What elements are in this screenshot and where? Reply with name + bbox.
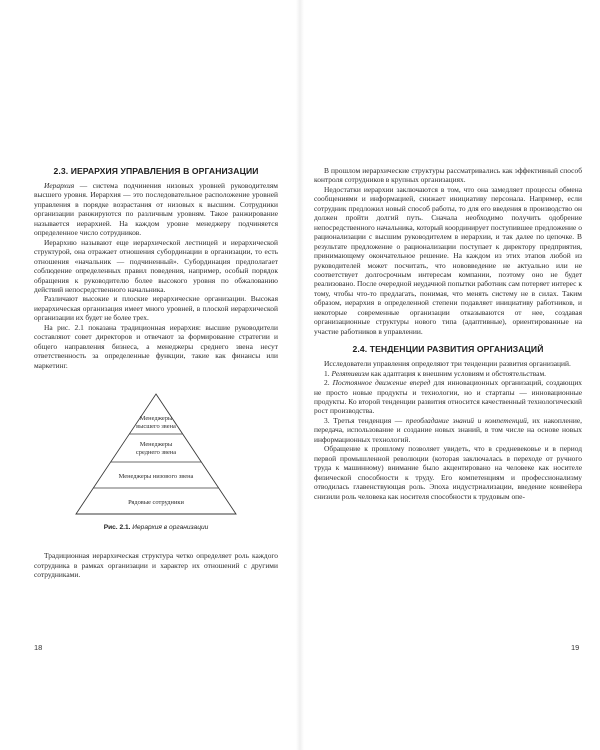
paragraph-past-structures: В прошлом иерархические структуры рассматривались как эффективный способ контроля сотрудников в крупных организациях.: [314, 166, 582, 185]
figure-caption-label: Рис. 2.1.: [103, 524, 131, 532]
pyramid-level-middle-line1: Менеджеры: [139, 441, 173, 449]
trend-2-text: для инновационных организаций, создающих не просто новые продукты и технологии, но и стартапы — инновационные продукты. Ко второй тенденции развития относится качественный технологический рост производства.: [314, 378, 583, 416]
paragraph-text: — система подчинения низовых уровней руководителям высшего уровня. Иерархия — это последовательное расположение уровней управления в порядке возрастания от низовых к высшим. Сотрудники организации ранжируются по различным уровням. Такое ранжирование называется иерархией. На каждом уровне менеджеру подчиняется определенное число сотрудников.: [34, 181, 278, 238]
term-relativism: Релятивизм: [331, 368, 370, 378]
paragraph-hierarchy-definition: [34, 181, 278, 238]
paragraph-traditional-structure: Традиционная иерархическая структура четко определяет роль каждого сотрудника в рамках организации и характер их отношений с другими сотрудниками.: [34, 551, 278, 579]
figure-pyramid: [34, 372, 278, 602]
trend-3-text: , их накопление, передача, использование и создание новых знаний, в том числе на основе новых информационных технологий.: [314, 415, 582, 444]
trend-1-text: как адаптация к внешним условиям и обстоятельствам.: [369, 368, 547, 378]
page-number-left: 18: [34, 643, 43, 652]
paragraph-past-reference: Обращение к прошлому позволяет увидеть, что в средневековье и в период первой промышленной революции (которая заключалась в переходе от ручного труда к машинному) внимание было акцентировано на человеке как носителе физической способности к труду. Его компетенциям и профессионализму отводилась главенствующая роль. Эпоха индустриализации, введение конвейера снизили роль человека как носителя способности к трудовым опе-: [314, 444, 582, 501]
pyramid-level-top-line1: Менеджеры: [139, 415, 173, 423]
paragraph-hierarchy-ladder: Иерархию называют еще иерархической лестницей и иерархической структурой, она отражает отношения субординации в организации, то есть отношения «начальник — подчиненный». Субординация предполагает соблюдение определенных правил поведения, например, особый порядок обращения к руководителю более высокого уровня по обжалованию действий непосредственного начальника.: [34, 237, 278, 294]
paragraph-three-trends: Исследователи управления определяют три тенденции развития организаций.: [324, 359, 571, 369]
term-hierarchy: Иерархия: [44, 181, 75, 190]
trend-1-number: 1.: [324, 368, 332, 378]
paragraph-figure-ref: На рис. 2.1 показана традиционная иерархия: высшие руководители составляют совет директоров и отвечают за формирование стратегии и общего направления бизнеса, а менеджеры среднего звена несут ответственность за определенные функции, такие как финансы или маркетинг.: [34, 322, 278, 370]
hierarchy-pyramid-diagram: [74, 392, 238, 516]
figure-caption: [34, 524, 278, 531]
right-column: [314, 166, 582, 501]
right-page: [300, 0, 600, 750]
trend-3-lead: 3. Третья тенденция —: [324, 415, 406, 425]
paragraph-trend-3: [314, 416, 582, 444]
paragraph-hierarchy-drawbacks: Недостатки иерархии заключаются в том, что она замедляет процессы обмена сообщениями и информацией, снижает инициативу персонала. Например, если сотрудник предложил новый способ работы, то для его введения в производство он должен пройти долгий путь. Сначала необходимо получить одобрение непосредственного начальника, который координирует поступившее предложение о рационализации с высшим руководителем в иерархии, и так далее по цепочке. В результате предложение о рационализации поступает к директору предприятия, принимающему окончательное решение. На каждом из этих этапов любой из руководителей может посчитать, что нововведение не актуально или не соответствует долгосрочным интересам компании, поэтому оно не будет реализовано. После очередной неудачной попытки работник сам потеряет интерес к тому, чтобы что-то предлагать, понимая, что менять систему не в силах. Таким образом, иерархия в определенной степени подавляет инициативу работников, и некоторые современные организации отказываются от нее, создавая организационные структуры нового типа (адаптивные), ориентированные на участие работников в управлении.: [314, 184, 582, 336]
section-heading-2-4: 2.4. ТЕНДЕНЦИИ РАЗВИТИЯ ОРГАНИЗАЦИЙ: [352, 344, 544, 355]
trend-2-number: 2.: [324, 378, 333, 388]
pyramid-level-lower: Менеджеры низового звена: [118, 473, 194, 481]
pyramid-level-top-line2: высшего звена: [136, 423, 176, 431]
paragraph-trend-1: [314, 369, 582, 378]
page-number-right: 19: [571, 643, 580, 652]
left-column: [34, 166, 278, 602]
term-knowledge-dominance: преобладание знаний и компетенций: [405, 415, 527, 425]
figure-caption-text: Иерархия в организации: [130, 524, 209, 532]
pyramid-level-middle-line2: среднего звена: [135, 449, 177, 457]
after-figure-block: [34, 551, 278, 579]
paragraph-high-flat: Различают высокие и плоские иерархические организации. Высокая иерархическая организация имеет много уровней, в плоской иерархической организации их будет не более трех.: [34, 294, 278, 323]
section-heading-2-3: 2.3. ИЕРАРХИЯ УПРАВЛЕНИЯ В ОРГАНИЗАЦИИ: [53, 166, 259, 176]
term-constant-progress: Постоянное движение вперед: [332, 378, 431, 388]
pyramid-level-base: Рядовые сотрудники: [128, 499, 184, 507]
paragraph-trend-2: [314, 378, 582, 416]
